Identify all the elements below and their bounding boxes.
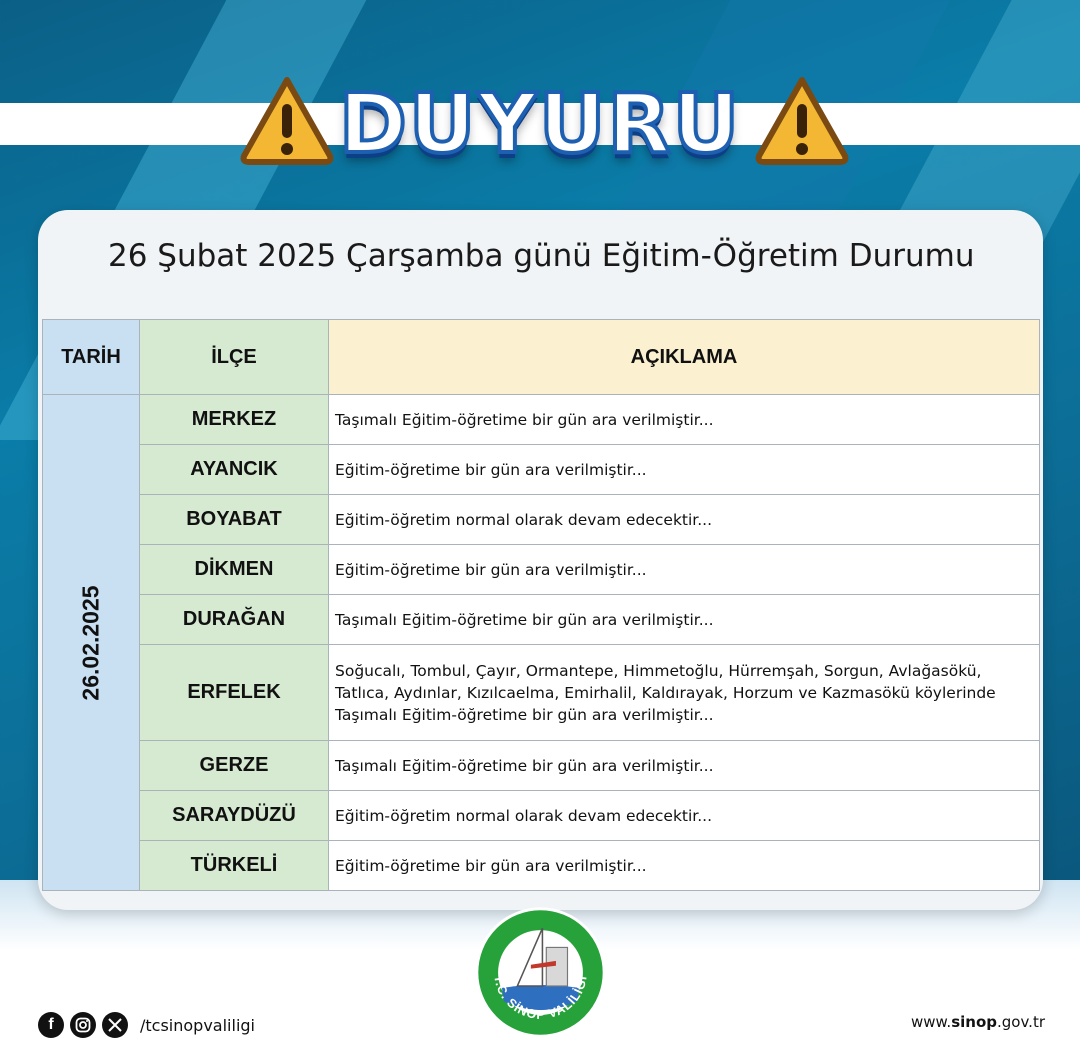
sinop-valiligi-logo: [473, 905, 608, 1040]
description-cell: Eğitim-öğretime bir gün ara verilmiştir...: [329, 841, 1040, 891]
social-links: [38, 1011, 255, 1039]
column-header-tarih: TARİH: [43, 320, 140, 395]
description-cell: Eğitim-öğretime bir gün ara verilmiştir...: [329, 445, 1040, 495]
district-cell: ERFELEK: [140, 645, 329, 741]
description-cell: Taşımalı Eğitim-öğretime bir gün ara verilmiştir...: [329, 741, 1040, 791]
warning-icon: [752, 70, 852, 170]
description-cell: Eğitim-öğretim normal olarak devam edecektir...: [329, 791, 1040, 841]
date-label: 26.02.2025: [77, 584, 104, 701]
social-handle[interactable]: /tcsinopvaliligi: [140, 1015, 255, 1035]
table-row: [43, 445, 1040, 495]
district-cell: TÜRKELİ: [140, 841, 329, 891]
description-cell: Soğucalı, Tombul, Çayır, Ormantepe, Himmetoğlu, Hürremşah, Sorgun, Avlağasökü, Tatlıca, Aydınlar, Kızılcaelma, Emirhalil, Kaldırayak, Horzum ve Kazmasökü köylerinde Taşımalı Eğitim-öğretime bir gün ara verilmiştir...: [329, 645, 1040, 741]
description-cell: Eğitim-öğretim normal olarak devam edecektir...: [329, 495, 1040, 545]
table-row: [43, 495, 1040, 545]
table-row: [43, 791, 1040, 841]
website-domain: sinop: [951, 1013, 997, 1031]
page-title: DUYURU: [338, 77, 742, 172]
facebook-icon[interactable]: f: [38, 1012, 64, 1038]
district-cell: DİKMEN: [140, 545, 329, 595]
instagram-icon[interactable]: [70, 1012, 96, 1038]
website-link[interactable]: [860, 1013, 1045, 1031]
district-cell: GERZE: [140, 741, 329, 791]
warning-icon: [237, 70, 337, 170]
district-cell: MERKEZ: [140, 395, 329, 445]
table-row: [43, 841, 1040, 891]
website-prefix: www.: [911, 1013, 952, 1031]
district-cell: BOYABAT: [140, 495, 329, 545]
card-title: 26 Şubat 2025 Çarşamba günü Eğitim-Öğretim Durumu: [108, 238, 975, 274]
table-row: [43, 545, 1040, 595]
schedule-table: [42, 319, 1040, 891]
table-row: [43, 741, 1040, 791]
description-cell: Taşımalı Eğitim-öğretime bir gün ara verilmiştir...: [329, 595, 1040, 645]
column-header-aciklama: AÇIKLAMA: [329, 320, 1040, 395]
website-suffix: .gov.tr: [997, 1013, 1045, 1031]
district-cell: AYANCIK: [140, 445, 329, 495]
logo-ring-text: T.C. SİNOP VALİLİĞİ: [491, 974, 590, 1022]
description-cell: Eğitim-öğretime bir gün ara verilmiştir...: [329, 545, 1040, 595]
x-icon[interactable]: [102, 1012, 128, 1038]
district-cell: SARAYDÜZÜ: [140, 791, 329, 841]
district-cell: DURAĞAN: [140, 595, 329, 645]
description-cell: Taşımalı Eğitim-öğretime bir gün ara verilmiştir...: [329, 395, 1040, 445]
column-header-ilce: İLÇE: [140, 320, 329, 395]
table-row: [43, 645, 1040, 741]
date-cell: [43, 395, 140, 891]
table-row: [43, 395, 1040, 445]
table-row: [43, 595, 1040, 645]
table-header-row: [43, 320, 1040, 395]
